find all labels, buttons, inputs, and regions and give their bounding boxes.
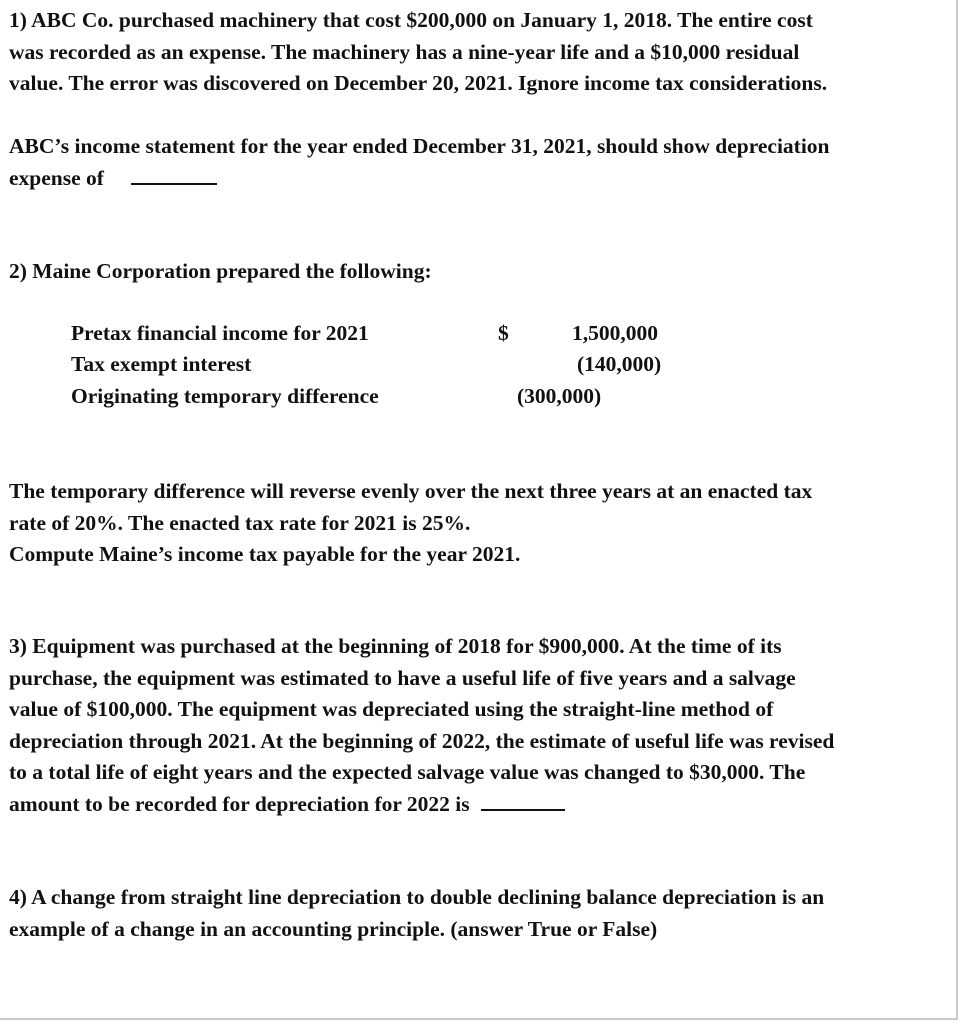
dollar-sign: $ xyxy=(498,321,509,345)
question-3-last-line xyxy=(9,789,949,821)
question-3-line: to a total life of eight years and the expected salvage value was changed to $30,000. The xyxy=(9,760,806,784)
question-1-line: was recorded as an expense. The machinery has a nine-year life and a $10,000 residual xyxy=(9,39,800,64)
question-1-prompt-line-2 xyxy=(9,163,949,195)
question-2-line: The temporary difference will reverse evenly over the next three years at an enacted tax xyxy=(9,479,813,503)
question-1-prompt-text: expense of xyxy=(9,165,104,190)
figure-label: Tax exempt interest xyxy=(71,352,252,376)
question-4-line: example of a change in an accounting principle. (answer True or False) xyxy=(9,916,658,941)
figure-label: Pretax financial income for 2021 xyxy=(71,321,369,345)
question-4-line: 4) A change from straight line depreciation to double declining balance depreciation is an xyxy=(9,885,825,909)
question-3-text xyxy=(9,631,949,820)
question-3-line: value of $100,000. The equipment was depreciated using the straight-line method of xyxy=(9,697,774,721)
figure-amount: 1,500,000 xyxy=(572,321,658,345)
question-2-text xyxy=(9,476,949,571)
question-2-line: Compute Maine’s income tax payable for the year 2021. xyxy=(9,542,521,566)
figure-label: Originating temporary difference xyxy=(71,384,379,408)
question-2-line: rate of 20%. The enacted tax rate for 2021 is 25%. xyxy=(9,510,471,535)
answer-blank xyxy=(131,179,217,185)
question-1-prompt-line: ABC’s income statement for the year ended December 31, 2021, should show depreciation xyxy=(9,134,830,158)
question-3-line: depreciation through 2021. At the beginning of 2022, the estimate of useful life was revised xyxy=(9,728,835,753)
question-3-line: 3) Equipment was purchased at the beginning of 2018 for $900,000. At the time of its xyxy=(9,634,782,658)
question-1-prompt xyxy=(9,131,949,194)
answer-blank xyxy=(481,805,565,811)
question-4-text xyxy=(9,882,949,945)
question-3-line: purchase, the equipment was estimated to have a useful life of five years and a salvage xyxy=(9,665,796,690)
question-1-line: 1) ABC Co. purchased machinery that cost $200,000 on January 1, 2018. The entire cost xyxy=(9,8,813,32)
question-3-line: amount to be recorded for depreciation for 2022 is xyxy=(9,791,470,816)
question-1-line: value. The error was discovered on December 20, 2021. Ignore income tax considerations. xyxy=(9,71,828,95)
question-2-heading: 2) Maine Corporation prepared the following: xyxy=(9,259,432,283)
figure-amount: (140,000) xyxy=(577,352,662,376)
question-1-text xyxy=(9,5,949,100)
figure-amount: (300,000) xyxy=(517,384,602,408)
